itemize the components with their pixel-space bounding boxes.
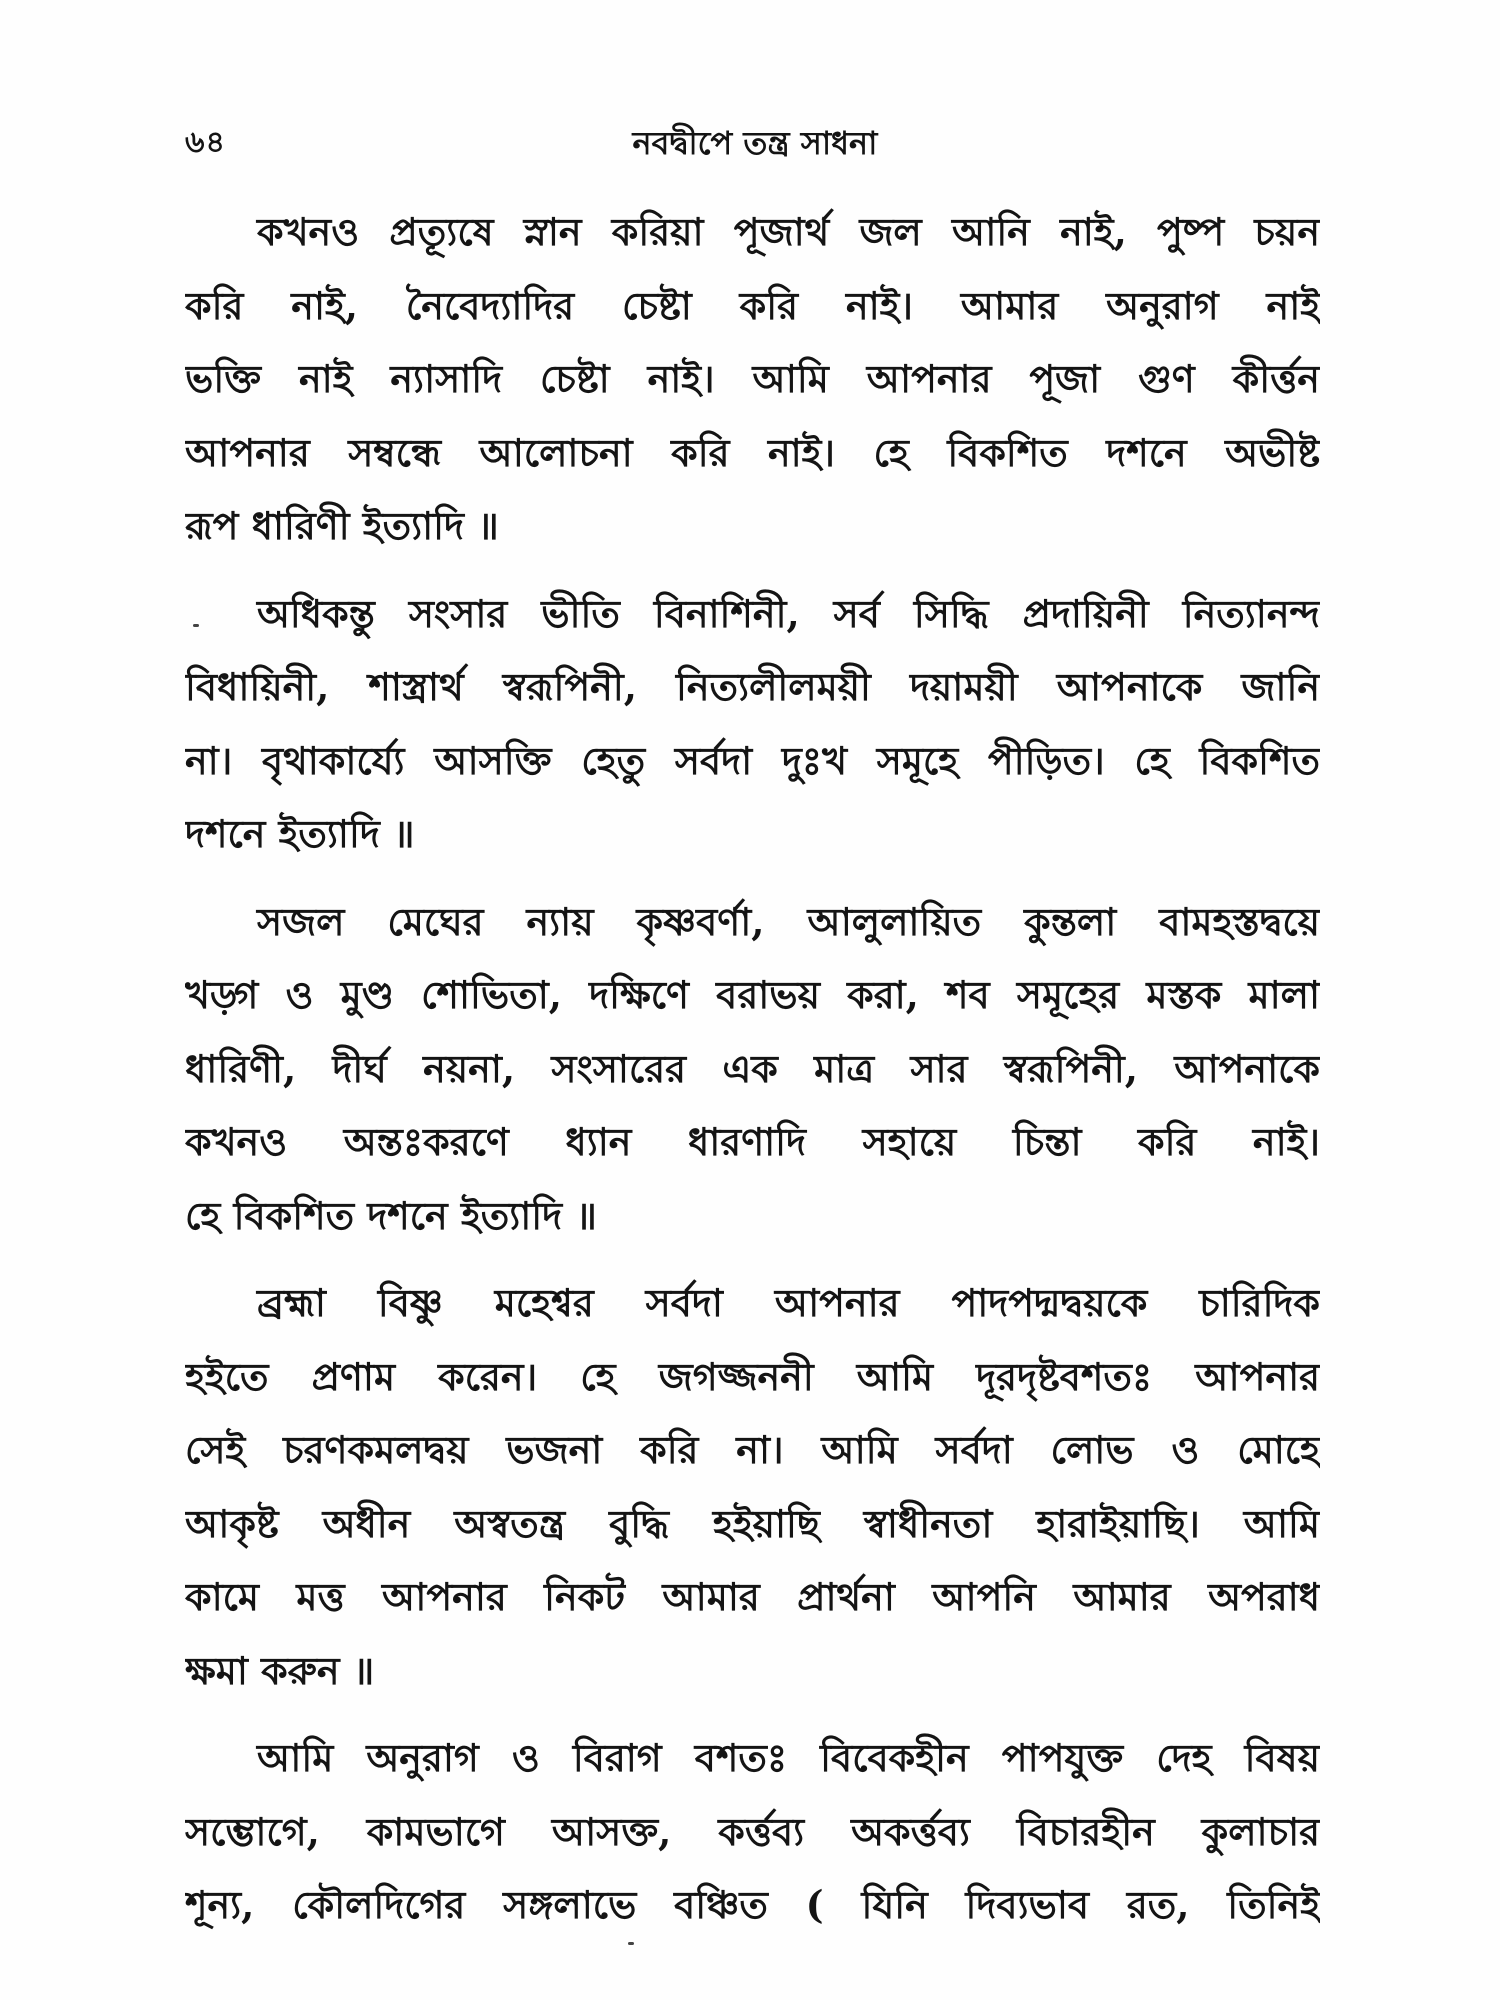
text-line: সেই চরণকমলদ্বয় ভজনা করি না। আমি সর্বদা লোভ ও মোহে <box>185 1427 1320 1472</box>
page-number: ৬৪ <box>185 125 226 160</box>
text-line: হে বিকশিত দশনে ইত্যাদি ॥ <box>185 1192 597 1238</box>
page-header <box>185 118 1325 168</box>
text-line: শূন্য, কৌলদিগের সঙ্গলাভে বঞ্চিত ( যিনি দিব্যভাব রত, তিনিই <box>185 1882 1320 1927</box>
paragraph-3 <box>185 885 1320 1253</box>
text-line: ভক্তি নাই ন্যাসাদি চেষ্টা নাই। আমি আপনার পূজা গুণ কীর্ত্তন <box>185 356 1320 401</box>
paragraph-2 <box>185 577 1320 871</box>
text-line: না। বৃথাকার্য্যে আসক্তি হেতু সর্বদা দুঃখ সমূহে পীড়িত। হে বিকশিত <box>185 737 1320 783</box>
print-speck <box>193 624 199 627</box>
text-line: করি নাই, নৈবেদ্যাদির চেষ্টা করি নাই। আমার অনুরাগ নাই <box>185 282 1320 328</box>
text-line: আপনার সম্বন্ধে আলোচনা করি নাই। হে বিকশিত দশনে অভীষ্ট <box>185 429 1320 475</box>
text-line: খড়্গ ও মুণ্ড শোভিতা, দক্ষিণে বরাভয় করা, শব সমূহের মস্তক মালা <box>185 972 1320 1017</box>
text-line: কখনও অন্তঃকরণে ধ্যান ধারণাদি সহায়ে চিন্তা করি নাই। <box>185 1119 1320 1164</box>
text-line: ক্ষমা করুন ॥ <box>185 1647 375 1693</box>
print-speck <box>628 1942 634 1945</box>
text-line: আকৃষ্ট অধীন অস্বতন্ত্র বুদ্ধি হইয়াছি স্বাধীনতা হারাইয়াছি। আমি <box>185 1500 1320 1546</box>
text-line: ধারিণী, দীর্ঘ নয়না, সংসারের এক মাত্র সার স্বরূপিনী, আপনাকে <box>185 1045 1320 1091</box>
text-line: দশনে ইত্যাদি ॥ <box>185 811 415 856</box>
body-text <box>185 195 1320 1956</box>
running-title: নবদ্বীপে তন্ত্র সাধনা <box>632 124 878 162</box>
paragraph-5 <box>185 1721 1320 1942</box>
text-line: কখনও প্রত্যূষে স্নান করিয়া পূজার্থ জল আনি নাই, পুষ্প চয়ন <box>257 209 1320 254</box>
text-line: কামে মত্ত আপনার নিকট আমার প্রার্থনা আপনি আমার অপরাধ <box>185 1574 1320 1619</box>
text-line: ব্রহ্মা বিষ্ণু মহেশ্বর সর্বদা আপনার পাদপদ্মদ্বয়কে চারিদিক <box>257 1280 1320 1325</box>
paragraph-4 <box>185 1266 1320 1707</box>
text-line: অধিকন্তু সংসার ভীতি বিনাশিনী, সর্ব সিদ্ধি প্রদায়িনী নিত্যানন্দ <box>257 590 1320 636</box>
paragraph-1 <box>185 195 1320 563</box>
text-line: বিধায়িনী, শাস্ত্রার্থ স্বরূপিনী, নিত্যলীলময়ী দয়াময়ী আপনাকে জানি <box>185 664 1320 709</box>
text-line: আমি অনুরাগ ও বিরাগ বশতঃ বিবেকহীন পাপযুক্ত দেহ বিষয় <box>257 1735 1320 1780</box>
text-line: রূপ ধারিণী ইত্যাদি ॥ <box>185 503 499 548</box>
text-line: হইতে প্রণাম করেন। হে জগজ্জননী আমি দূরদৃষ্টবশতঃ আপনার <box>185 1353 1320 1399</box>
text-line: সজল মেঘের ন্যায় কৃষ্ণবর্ণা, আলুলায়িত কুন্তলা বামহস্তদ্বয়ে <box>257 898 1320 944</box>
text-line: সম্ভোগে, কামভাগে আসক্ত, কর্ত্তব্য অকর্ত্তব্য বিচারহীন কুলাচার <box>185 1808 1320 1854</box>
